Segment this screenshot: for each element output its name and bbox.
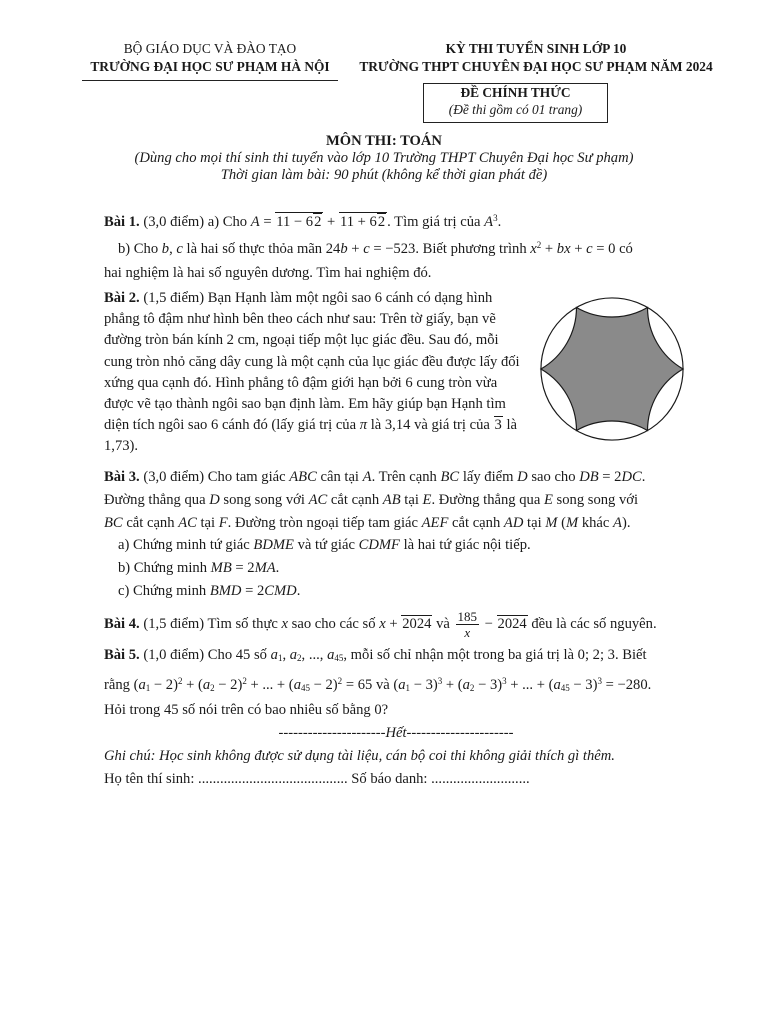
- bai2-cua: của: [469, 417, 490, 434]
- bai3-l2e: . Đường thẳng qua: [431, 491, 541, 508]
- bai5-l2b: và: [375, 676, 390, 693]
- exam-name: KỲ THI TUYỂN SINH LỚP 10: [445, 41, 627, 56]
- bai3-line2: Đường thẳng qua D song song với AC cắt cạnh AB tại E. Đường thẳng qua E song song với: [104, 491, 639, 508]
- bai4-label: Bài 4.: [104, 615, 140, 632]
- bai4-va: và: [436, 615, 450, 632]
- bai1-block: [104, 212, 684, 285]
- bai3-l2b: song song với: [223, 491, 305, 508]
- bai3-s1: (3,0 điểm) Cho tam giác: [143, 469, 286, 485]
- bai5-l1a: (1,0 điểm) Cho 45 số: [143, 646, 267, 663]
- bai3-b-text: b) Chứng minh: [118, 560, 207, 577]
- bai2-label: Bài 2.: [104, 290, 140, 306]
- ministry-name: BỘ GIÁO DỤC VÀ ĐÀO TẠO: [123, 41, 297, 56]
- bai2-block: [104, 288, 530, 458]
- bai3-l3e: khác: [581, 514, 610, 531]
- bai3-s3: . Trên cạnh: [371, 469, 437, 485]
- exam-header: [330, 40, 742, 76]
- subject-block: [60, 133, 708, 184]
- bai3-c: c) Chứng minh BMD = 2CMD.: [118, 582, 301, 599]
- bai3-l3b: tại: [200, 514, 216, 531]
- official-note: (Đề thi gồm có 01 trang): [448, 102, 583, 117]
- bai3-a-text: a) Chứng minh tứ giác: [118, 537, 250, 554]
- bai3-c-text: c) Chứng minh: [118, 582, 207, 599]
- bai2-body: (1,5 điểm) Bạn Hạnh làm một ngôi sao 6 cánh có dạng hình phẳng tô đậm như hình bên theo cách như sau: Trên tờ giấy, bạn vẽ đường tròn bán kính 2 cm, ngoại tiếp một lục giác đều. Sau đó, mỗi cung tròn nhỏ căng dây cung là một cạnh của lục giác đều được lấy đối xứng qua cạnh đó. Hình phẳng tô đậm giới hạn bởi 6 cung tròn vừa được vẽ tạo thành ngôi sao bạn định làm. Em hãy giúp bạn Hạnh tìm diện tích ngôi sao 6 cánh đó (lấy giá trị của: [104, 290, 520, 434]
- bai2-pi: là 3,14 và giá trị: [370, 417, 466, 434]
- bai5-label: Bài 5.: [104, 646, 140, 663]
- bai1-part-a: Bài 1. (3,0 điểm) a) Cho A = 11 − 62 + 11 + 62 . Tìm giá trị của $A^3$.: [104, 213, 502, 230]
- bai4-line: Bài 4. (1,5 điểm) Tìm số thực x sao cho các số x + 2024 và $\frac{185}{x}$ − 2024 đều là các số nguyên.: [104, 608, 657, 640]
- bai1-part-b-end: hai nghiệm là hai số nguyên dương. Tìm hai nghiệm đó.: [104, 264, 432, 281]
- bai5-line2: rằng $(a_1 - 2)^2 + (a_2 - 2)^2$ + ... + $(a_{45} - 2)^2 = 65$ và $(a_1 - 3)^3 + (a_2 - 3)^3$ + ... + $(a_{45} - 3)^3 = -280$.: [104, 675, 652, 693]
- star-figure: [537, 294, 687, 444]
- bai1-part-b: b) Cho b, c là hai số thực thỏa mãn 24b + c = −523. Biết phương trình $x^2$ + bx + c = 0 có: [118, 239, 633, 257]
- bai1-b-mid2: . Biết phương trình: [415, 240, 527, 257]
- bai5-line1: Bài 5. (1,0 điểm) Cho 45 số $a_1$, $a_2$, ..., $a_{45}$, mỗi số chỉ nhận một trong ba giá trị là 0; 2; 3. Biết: [104, 646, 647, 663]
- lower-block: [104, 466, 688, 791]
- bai5-line3: Hỏi trong 45 số nói trên có bao nhiêu số bằng 0?: [104, 702, 389, 719]
- bai3-s4: lấy điểm: [462, 469, 514, 485]
- official-box: [423, 83, 608, 123]
- subject-title: MÔN THI: TOÁN: [326, 133, 442, 149]
- bai3-line1: Bài 3. (3,0 điểm) Cho tam giác ABC cân tại A. Trên cạnh BC lấy điểm D sao cho DB = 2DC.: [104, 469, 646, 485]
- bai3-l3d: tại: [527, 514, 542, 531]
- subject-time: Thời gian làm bài: 90 phút (không kể thời gian phát đề): [220, 167, 548, 183]
- bai1-b-mid: là hai số thực thỏa mãn: [186, 240, 323, 257]
- bai3-b: b) Chứng minh MB = 2MA.: [118, 560, 280, 577]
- bai2-sqrt3: là 1,73).: [104, 417, 518, 455]
- bai3-l2c: cắt cạnh: [330, 491, 380, 508]
- official-title: ĐỀ CHÍNH THỨC: [460, 85, 571, 100]
- bai3-l2d: tại: [404, 491, 419, 508]
- bai1-text: (3,0 điểm) a) Cho: [143, 214, 248, 230]
- bai1-b-co: có: [619, 240, 633, 257]
- bai3-a-mid: và tứ giác: [297, 537, 355, 554]
- bai3-s2: cân tại: [320, 469, 359, 485]
- subject-audience: (Dùng cho mọi thí sinh thi tuyển vào lớp 10 Trường THPT Chuyên Đại học Sư phạm): [134, 150, 634, 166]
- bai1-b-start: b) Cho: [118, 240, 159, 257]
- bai3-l3-cut: cắt cạnh: [452, 514, 501, 531]
- footer-note: Ghi chú: Học sinh không được sử dụng tài liệu, cán bộ coi thi không giải thích gì thêm.: [104, 747, 615, 764]
- bai1-tail: . Tìm giá trị của: [387, 214, 481, 230]
- bai3-l2f: song song với: [556, 491, 639, 508]
- end-mark: ----------------------Hết----------------------: [278, 725, 514, 742]
- bai3-a: a) Chứng minh tứ giác BDME và tứ giác CDMF là hai tứ giác nội tiếp.: [118, 537, 531, 554]
- bai5-l1b: , mỗi số chỉ nhận một trong ba giá trị là 0; 2; 3. Biết: [343, 646, 647, 663]
- bai4-text: (1,5 điểm) Tìm số thực: [143, 615, 278, 632]
- bai2-text: Bài 2. (1,5 điểm) Bạn Hạnh làm một ngôi sao 6 cánh có dạng hình phẳng tô đậm như hình bên theo cách như sau: Trên tờ giấy, bạn vẽ đường tròn bán kính 2 cm, ngoại tiếp một lục giác đều. Sau đó, mỗi cung tròn nhỏ căng dây cung là một cạnh của lục giác đều được lấy đối xứng qua cạnh đó. Hình phẳng tô đậm giới hạn bởi 6 cung tròn vừa được vẽ tạo thành ngôi sao bạn định làm. Em hãy giúp bạn Hạnh tìm diện tích ngôi sao 6 cánh đó (lấy giá trị của π là 3,14 và giá trị của 3 là 1,73).: [104, 290, 520, 455]
- header-underline: [82, 80, 338, 81]
- six-point-star: [541, 307, 683, 430]
- bai4-end: đều là các số nguyên.: [531, 615, 657, 632]
- bai3-l3c: . Đường tròn ngoại tiếp tam giác: [227, 514, 418, 531]
- university-name: TRƯỜNG ĐẠI HỌC SƯ PHẠM HÀ NỘI: [90, 59, 330, 74]
- candidate-info: Họ tên thí sinh: ......................................... Số báo danh: ...........................: [104, 770, 530, 787]
- school-name: TRƯỜNG THPT CHUYÊN ĐẠI HỌC SƯ PHẠM NĂM 2024: [359, 59, 713, 74]
- bai3-a-end: là hai tứ giác nội tiếp.: [403, 537, 531, 554]
- bai4-mid: sao cho các số: [291, 615, 376, 632]
- bai3-s5: sao cho: [531, 469, 576, 485]
- bai3-l3a: cắt cạnh: [126, 514, 175, 531]
- bai3-line3: BC cắt cạnh AC tại F. Đường tròn ngoại tiếp tam giác AEF cắt cạnh AD tại M (M khác A).: [104, 514, 631, 531]
- bai3-l2a: Đường thẳng qua: [104, 491, 206, 508]
- ministry-header: [60, 40, 360, 81]
- bai3-label: Bài 3.: [104, 469, 140, 485]
- bai5-l2a: rằng: [104, 676, 130, 693]
- bai1-label: Bài 1.: [104, 214, 140, 230]
